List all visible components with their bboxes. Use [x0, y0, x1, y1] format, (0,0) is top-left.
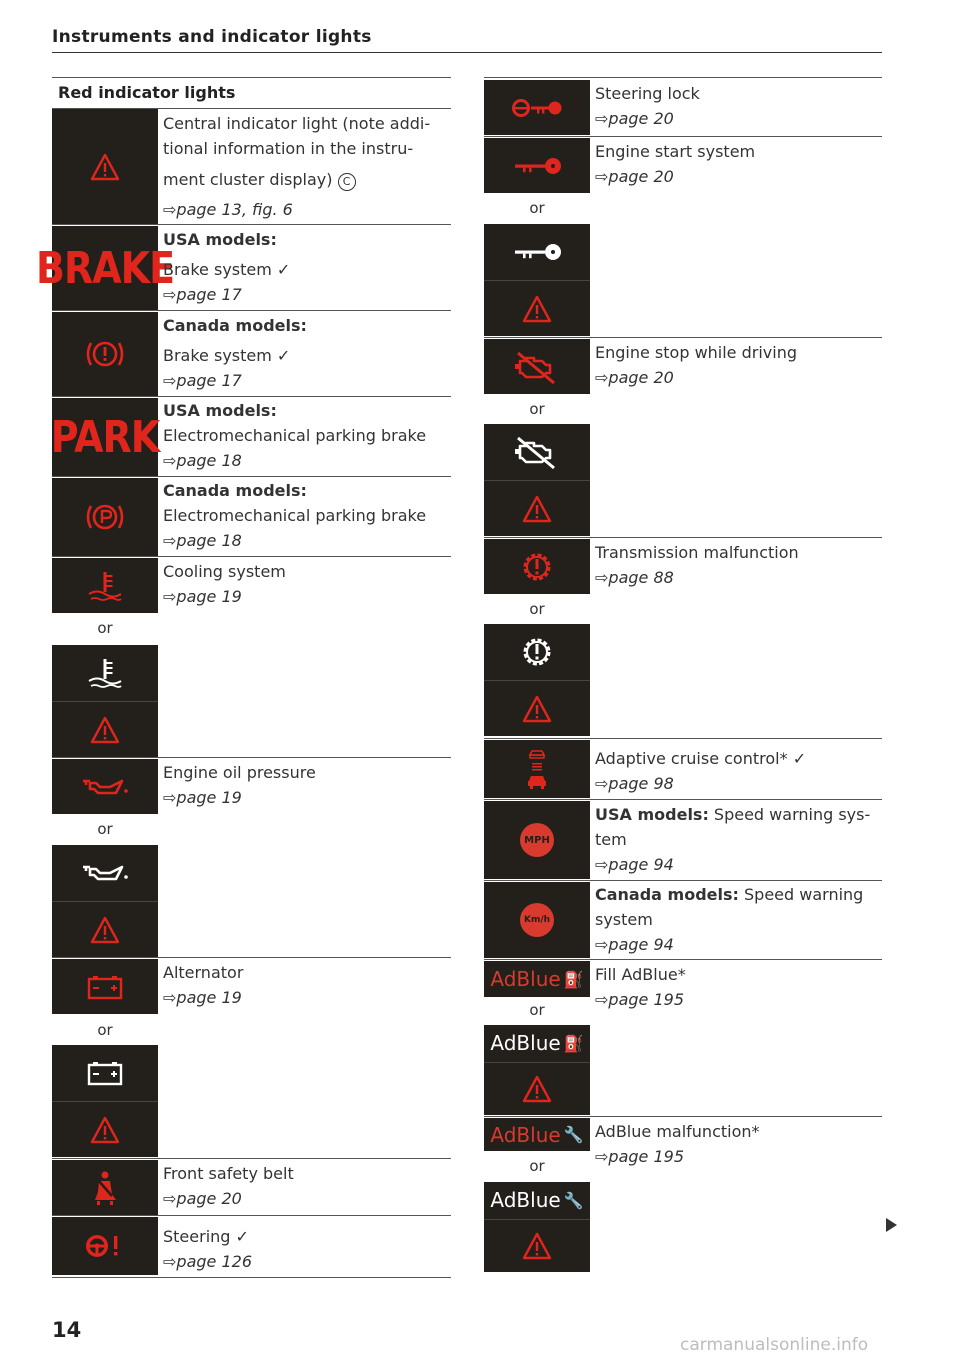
brake-circle-icon [52, 312, 158, 396]
check-icon: ✓ [276, 346, 291, 365]
oil-can-icon [52, 759, 158, 814]
rule [52, 1277, 451, 1278]
rule [52, 1158, 451, 1159]
fill-adblue-ref[interactable]: ⇨page 195 [595, 990, 684, 1009]
adblue-malfunction-combo-icon [484, 1182, 590, 1272]
belt-ref[interactable]: ⇨page 20 [163, 1189, 242, 1208]
engine-start-label: Engine start system [595, 142, 756, 161]
central-line1: Central indicator light (note addi- [163, 114, 431, 133]
page-number: 14 [52, 1318, 82, 1342]
or-label: or [529, 400, 545, 418]
warning-triangle-icon [484, 1220, 590, 1272]
transmission-label: Transmission malfunction [595, 543, 799, 562]
seatbelt-icon [52, 1160, 158, 1215]
cooling-ref[interactable]: ⇨page 19 [163, 587, 242, 606]
check-icon: ✓ [276, 260, 291, 279]
watermark: carmanualsonline.info [680, 1335, 869, 1355]
transmission-ref[interactable]: ⇨page 88 [595, 568, 674, 587]
rule [484, 337, 882, 338]
park-icon: PARK [52, 398, 158, 476]
warning-triangle-icon [52, 1102, 158, 1157]
engine-stop-ref[interactable]: ⇨page 20 [595, 368, 674, 387]
key-icon [484, 224, 590, 279]
brake-canada-ref[interactable]: ⇨page 17 [163, 371, 242, 390]
or-label: or [529, 1157, 545, 1175]
adaptive-cruise-icon [484, 740, 590, 798]
speed-canada-ref[interactable]: ⇨page 94 [595, 935, 674, 954]
fuel-nozzle-icon: ⛽ [563, 969, 584, 989]
rule [52, 224, 451, 225]
coolant-icon [52, 558, 158, 613]
brake-canada-row [163, 343, 290, 368]
engine-start-ref[interactable]: ⇨page 20 [595, 167, 674, 186]
rule [52, 77, 451, 78]
speed-warning-mph-icon: MPH [484, 801, 590, 879]
check-icon: ✓ [792, 749, 807, 768]
rule [52, 1215, 451, 1216]
central-line3: ment cluster display) [163, 170, 333, 189]
park-usa-ref[interactable]: ⇨page 18 [163, 451, 242, 470]
fill-adblue-label: Fill AdBlue* [595, 965, 686, 984]
brake-canada-region: Canada models: [163, 316, 307, 335]
rule [484, 1116, 882, 1117]
warning-triangle-icon [484, 681, 590, 736]
park-canada-ref[interactable]: ⇨page 18 [163, 531, 242, 550]
alternator-label: Alternator [163, 963, 244, 982]
cooling-label: Cooling system [163, 562, 286, 581]
battery-icon [52, 1045, 158, 1100]
steering-lock-icon [484, 80, 590, 135]
fuel-nozzle-icon: ⛽ [563, 1033, 584, 1053]
or-label: or [529, 600, 545, 618]
adblue-fill-combo-icon [484, 1025, 590, 1115]
brake-canada-label: Brake system [163, 346, 272, 365]
engine-stop-icon [484, 424, 590, 479]
or-label: or [529, 1001, 545, 1019]
engine-stop-label: Engine stop while driving [595, 343, 797, 362]
oil-label: Engine oil pressure [163, 763, 316, 782]
park-canada-label: Electromechanical parking brake [163, 506, 427, 525]
adblue-malfunction-icon: AdBlue 🔧 [490, 1188, 584, 1212]
parking-brake-circle-icon [52, 478, 158, 556]
battery-combo-icon [52, 1045, 158, 1157]
rule [52, 396, 451, 397]
gear-icon [484, 624, 590, 679]
rule [484, 537, 882, 538]
adblue-malf-ref[interactable]: ⇨page 195 [595, 1147, 684, 1166]
speed-canada-label1: Speed warning [738, 885, 864, 904]
central-line2: tional information in the instru- [163, 139, 414, 158]
oil-can-icon [52, 845, 158, 900]
rule [52, 757, 451, 758]
steering-lock-label: Steering lock [595, 84, 700, 103]
adblue-malf-label: AdBlue malfunction* [595, 1122, 760, 1141]
warning-triangle-icon [484, 281, 590, 336]
rule [484, 738, 882, 739]
speed-canada-region: Canada models: [595, 885, 739, 904]
oil-ref[interactable]: ⇨page 19 [163, 788, 242, 807]
speed-canada-line1 [595, 882, 863, 907]
steering-row [163, 1224, 249, 1249]
speed-usa-region: USA models: [595, 805, 709, 824]
steering-wheel-warning-icon [52, 1217, 158, 1275]
c-circle-icon: C [338, 173, 356, 191]
wrench-icon: 🔧 [563, 1125, 584, 1144]
acc-ref[interactable]: ⇨page 98 [595, 774, 674, 793]
or-label: or [97, 1021, 113, 1039]
park-usa-region: USA models: [163, 401, 277, 420]
continue-arrow-icon [886, 1218, 897, 1232]
rule [484, 880, 882, 881]
oil-combo-icon [52, 845, 158, 957]
header-rule [52, 52, 882, 53]
gear-combo-icon [484, 624, 590, 736]
warning-triangle-icon [52, 902, 158, 957]
brake-icon: BRAKE [52, 226, 158, 310]
park-usa-label: Electromechanical parking brake [163, 426, 427, 445]
coolant-combo-icon [52, 645, 158, 757]
warning-triangle-icon [484, 1063, 590, 1115]
steering-label: Steering [163, 1227, 231, 1246]
speed-warning-kmh-icon: Km/h [484, 882, 590, 958]
key-combo-icon [484, 224, 590, 336]
rule [484, 959, 882, 960]
adblue-fill-icon: AdBlue ⛽ [490, 1031, 584, 1055]
park-canada-region: Canada models: [163, 481, 307, 500]
steering-ref[interactable]: ⇨page 126 [163, 1252, 252, 1271]
belt-label: Front safety belt [163, 1164, 294, 1183]
key-icon [484, 138, 590, 193]
warning-triangle-icon [52, 702, 158, 757]
acc-label: Adaptive cruise control* [595, 749, 788, 768]
alternator-ref[interactable]: ⇨page 19 [163, 988, 242, 1007]
rule [52, 310, 451, 311]
central-ref[interactable]: ⇨page 13, fig. 6 [163, 200, 293, 219]
or-label: or [97, 820, 113, 838]
speed-usa-ref[interactable]: ⇨page 94 [595, 855, 674, 874]
brake-usa-region: USA models: [163, 230, 277, 249]
brake-usa-label: Brake system [163, 260, 272, 279]
section-title: Red indicator lights [58, 83, 236, 102]
speed-canada-label2: system [595, 910, 653, 929]
warning-triangle-icon [484, 481, 590, 536]
or-label: or [97, 619, 113, 637]
engine-stop-icon [484, 339, 590, 394]
or-label: or [529, 199, 545, 217]
coolant-icon [52, 645, 158, 700]
adblue-fill-icon: AdBlue ⛽ [484, 961, 590, 997]
wrench-icon: 🔧 [563, 1190, 584, 1210]
central-line3-row [163, 167, 356, 192]
engine-stop-combo-icon [484, 424, 590, 536]
adblue-malfunction-icon: AdBlue 🔧 [484, 1118, 590, 1151]
brake-usa-ref[interactable]: ⇨page 17 [163, 285, 242, 304]
battery-icon [52, 959, 158, 1014]
rule [52, 476, 451, 477]
speed-usa-label2: tem [595, 830, 627, 849]
check-icon: ✓ [235, 1227, 249, 1246]
page-header: Instruments and indicator lights [52, 27, 372, 47]
rule [484, 77, 882, 78]
rule [52, 556, 451, 557]
warning-triangle-icon [52, 109, 158, 224]
brake-usa-row [163, 257, 290, 282]
rule [52, 957, 451, 958]
rule [484, 136, 882, 137]
speed-usa-label1: Speed warning sys- [708, 805, 871, 824]
gear-icon [484, 539, 590, 594]
steering-lock-ref[interactable]: ⇨page 20 [595, 109, 674, 128]
acc-row [595, 746, 806, 771]
rule [484, 799, 882, 800]
speed-usa-line1 [595, 802, 870, 827]
